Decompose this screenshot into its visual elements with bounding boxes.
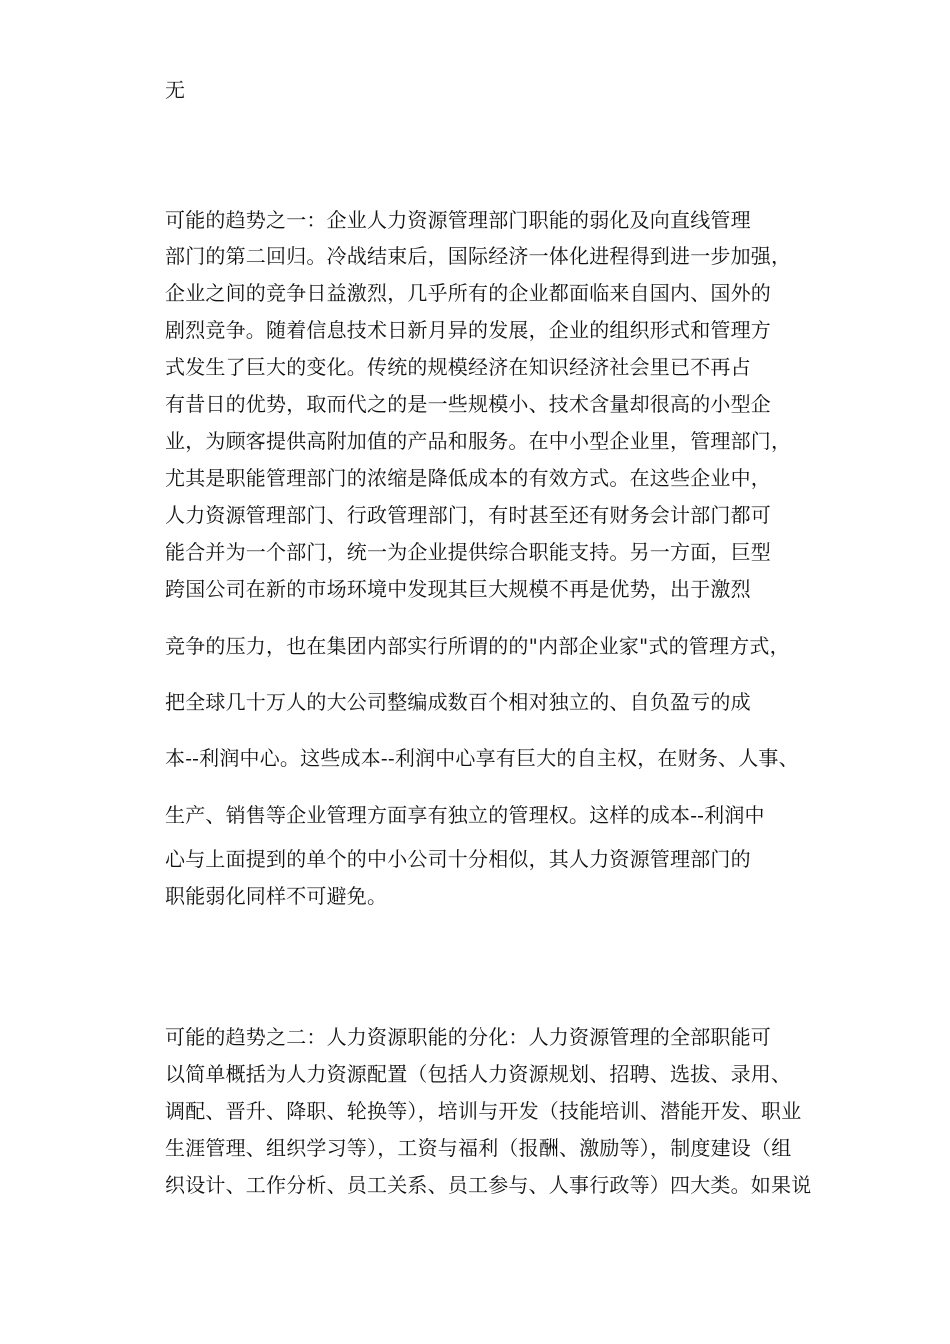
paragraph-line: 以简单概括为人力资源配置（包括人力资源规划、招聘、选拔、录用、 bbox=[165, 1062, 792, 1086]
paragraph-line: 织设计、工作分析、员工关系、员工参与、人事行政等）四大类。如果说 bbox=[165, 1173, 812, 1197]
paragraph-line: 可能的趋势之二：人力资源职能的分化：人力资源管理的全部职能可 bbox=[165, 1025, 771, 1049]
paragraph-line: 人力资源管理部门、行政管理部门，有时甚至还有财务会计部门都可 bbox=[165, 503, 771, 527]
paragraph-line: 有昔日的优势，取而代之的是一些规模小、技术含量却很高的小型企 bbox=[165, 392, 771, 416]
paragraph-line: 心与上面提到的单个的中小公司十分相似，其人力资源管理部门的 bbox=[165, 847, 751, 871]
paragraph-line: 跨国公司在新的市场环境中发现其巨大规模不再是优势，出于激烈 bbox=[165, 577, 751, 601]
paragraph-line: 生涯管理、组织学习等），工资与福利（报酬、激励等），制度建设（组 bbox=[165, 1136, 792, 1160]
paragraph-line: 竞争的压力，也在集团内部实行所谓的的"内部企业家"式的管理方式， bbox=[165, 634, 790, 658]
paragraph-line: 企业之间的竞争日益激烈，几乎所有的企业都面临来自国内、国外的 bbox=[165, 281, 771, 305]
header-text: 无 bbox=[165, 78, 186, 102]
paragraph-line: 剧烈竞争。随着信息技术日新月异的发展，企业的组织形式和管理方 bbox=[165, 318, 771, 342]
paragraph-line: 部门的第二回归。冷战结束后，国际经济一体化进程得到进一步加强， bbox=[165, 244, 792, 268]
paragraph-line: 职能弱化同样不可避免。 bbox=[165, 884, 388, 908]
paragraph-line: 调配、晋升、降职、轮换等），培训与开发（技能培训、潜能开发、职业 bbox=[165, 1099, 802, 1123]
paragraph-line: 生产、销售等企业管理方面享有独立的管理权。这样的成本--利润中 bbox=[165, 803, 765, 827]
paragraph-line: 本--利润中心。这些成本--利润中心享有巨大的自主权，在财务、人事、 bbox=[165, 746, 799, 770]
paragraph-line: 可能的趋势之一：企业人力资源管理部门职能的弱化及向直线管理 bbox=[165, 208, 751, 232]
paragraph-line: 能合并为一个部门，统一为企业提供综合职能支持。另一方面，巨型 bbox=[165, 540, 771, 564]
paragraph-line: 式发生了巨大的变化。传统的规模经济在知识经济社会里已不再占 bbox=[165, 355, 751, 379]
paragraph-line: 把全球几十万人的大公司整编成数百个相对独立的、自负盈亏的成 bbox=[165, 690, 751, 714]
paragraph-line: 尤其是职能管理部门的浓缩是降低成本的有效方式。在这些企业中， bbox=[165, 466, 771, 490]
paragraph-line: 业，为顾客提供高附加值的产品和服务。在中小型企业里，管理部门， bbox=[165, 429, 792, 453]
